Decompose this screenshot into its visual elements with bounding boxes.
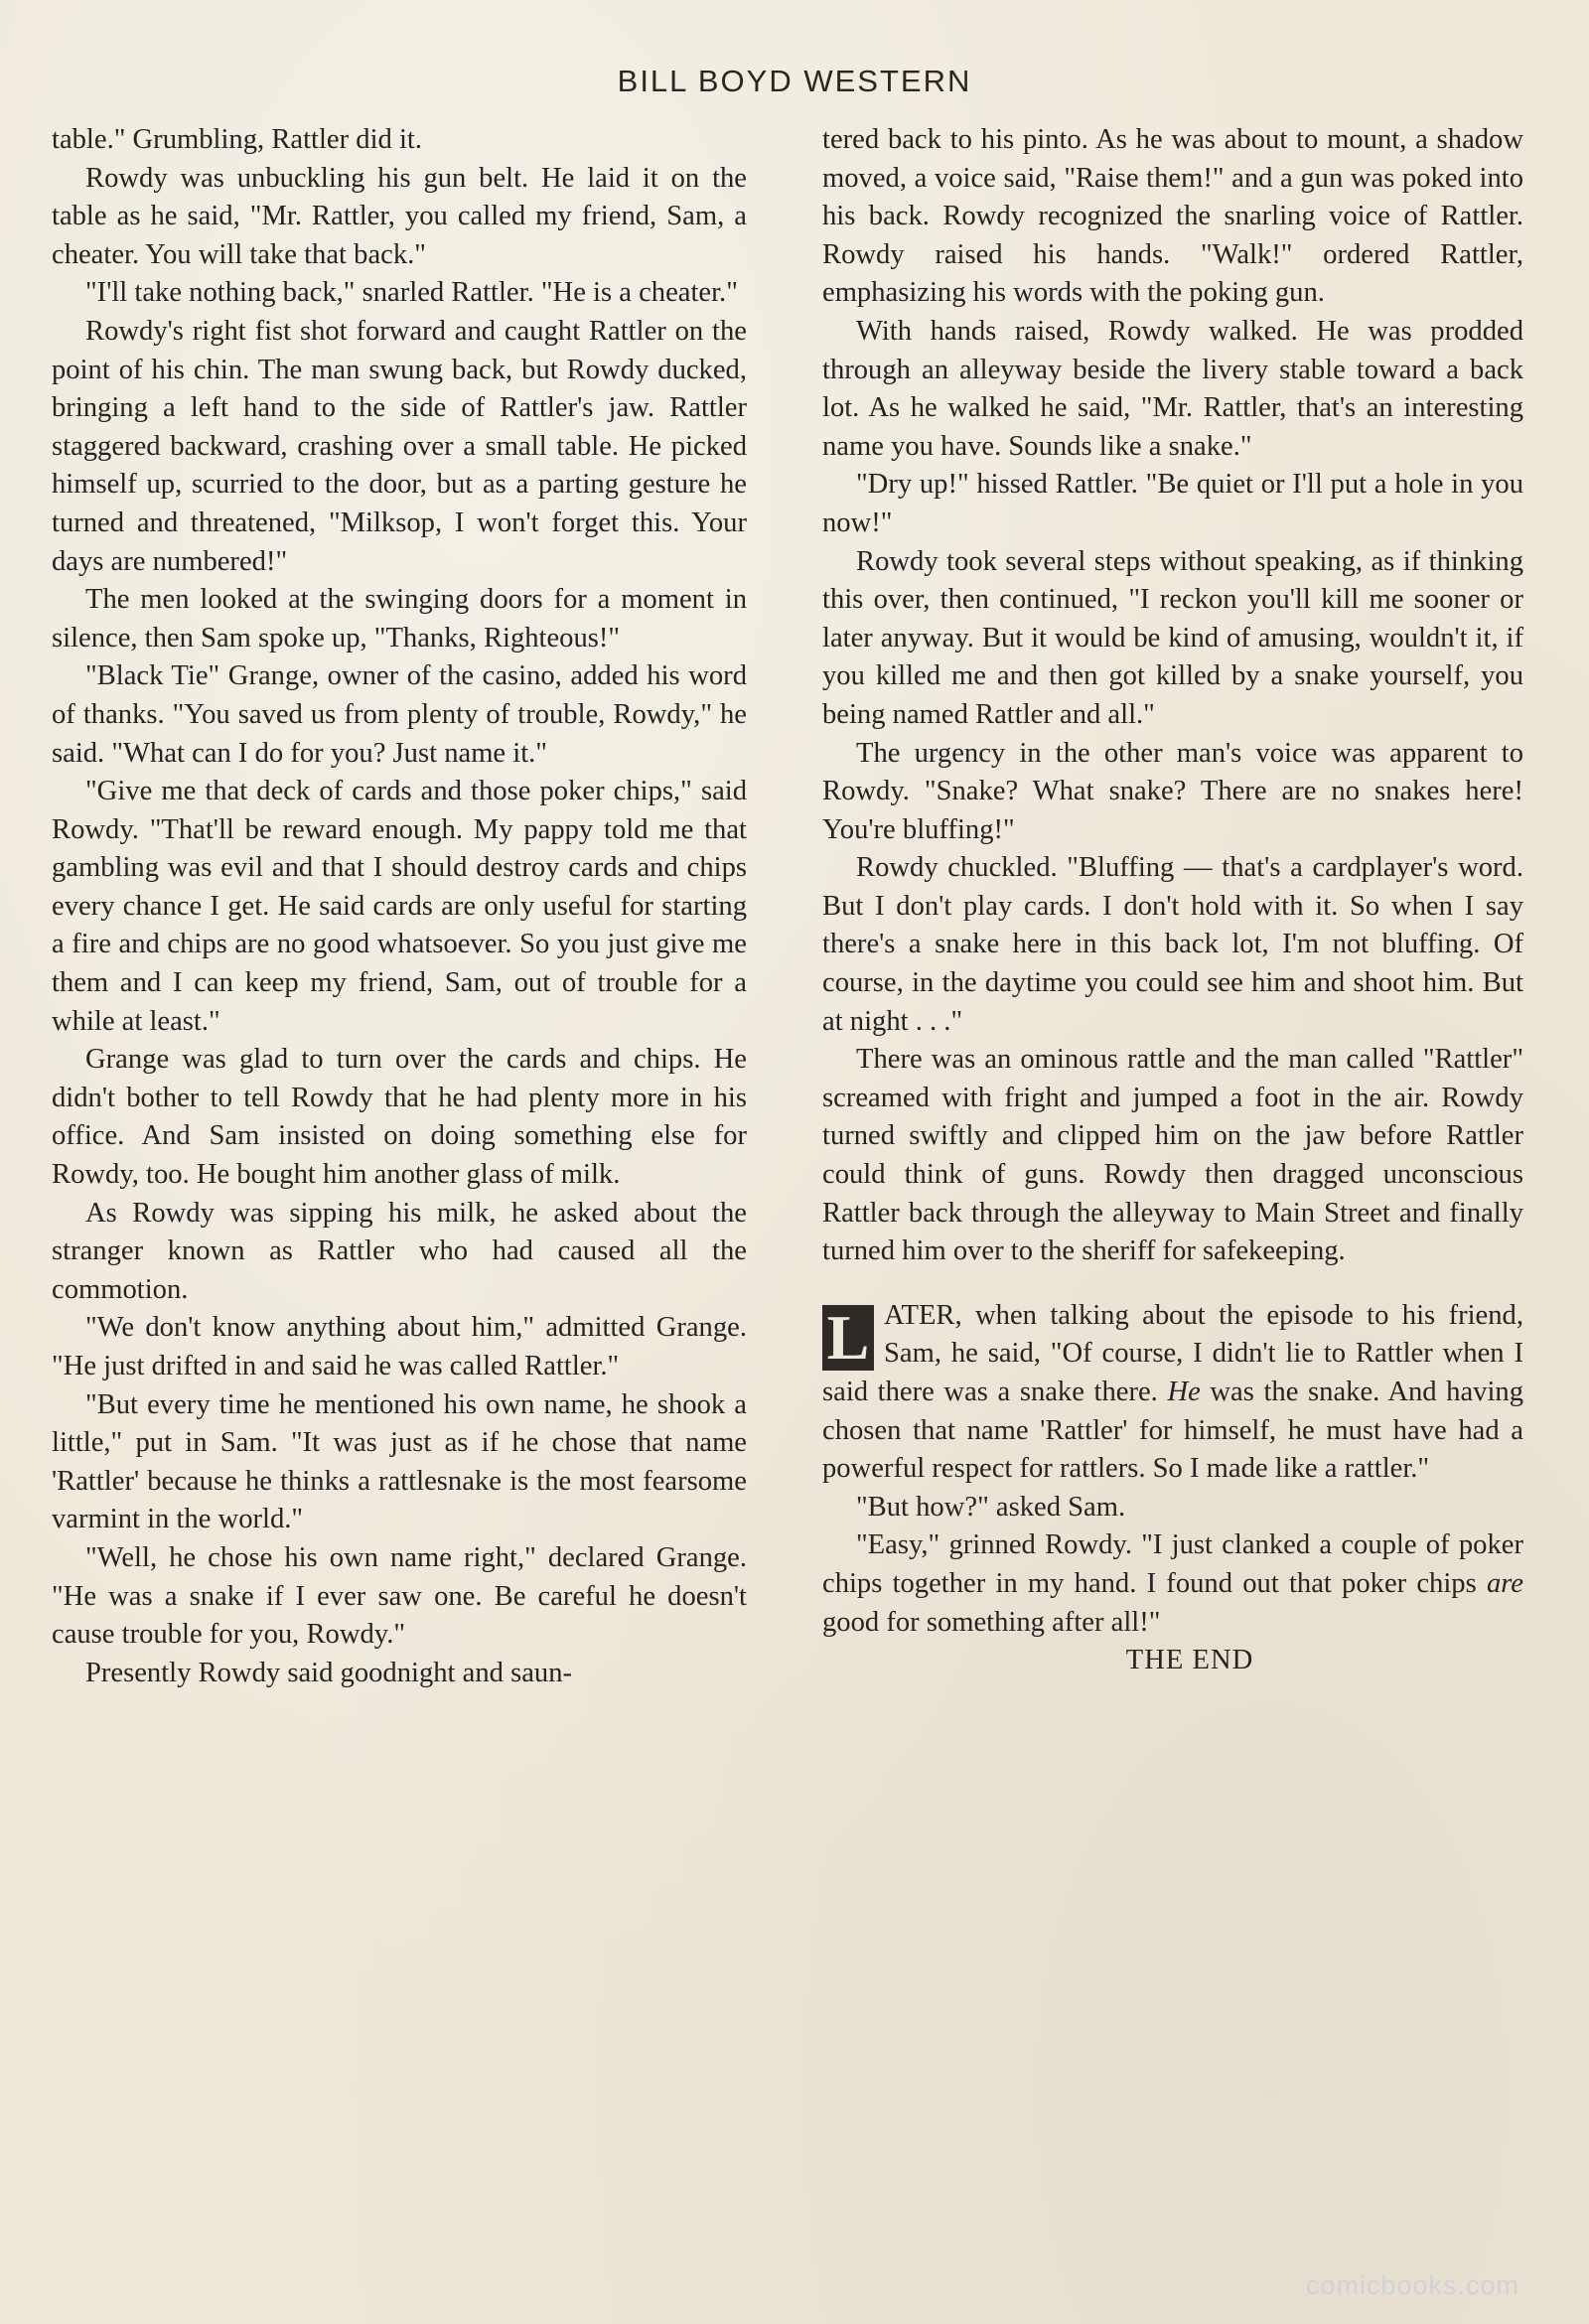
story-paragraph [822,1526,1523,1642]
easy-emphasis: are [1486,1567,1523,1599]
story-paragraph: table." Grumbling, Rattler did it. [52,124,423,155]
story-paragraph: "Give me that deck of cards and those poker chips," said Rowdy. "That'll be reward enough. My pappy told me that gambling was evil and that I should destroy cards and chips every chance I get. He said cards are only useful for starting a fire and chips are no good whatsoever. So you just give me them and I can keep my friend, Sam, out of trouble for a while at least." [52,776,747,1037]
epilogue-paragraph [822,1297,1523,1489]
story-paragraph: Grange was glad to turn over the cards and chips. He didn't bother to tell Rowdy that he had plenty more in his office. And Sam insisted on doing something else for Rowdy, too. He bought him another glass of milk. [52,1044,747,1191]
page-header: BILL BOYD WESTERN [617,64,972,98]
epilogue-section [822,1297,1523,1489]
story-paragraph: With hands raised, Rowdy walked. He was prodded through an alleyway beside the livery stable toward a back lot. As he walked he said, "Mr. Rattler, that's an interesting name you have. Sounds like a snake." [822,315,1523,462]
story-paragraph: Rowdy chuckled. "Bluffing — that's a cardplayer's word. But I don't play cards. I don't hold with it. So when I say there's a snake here in this back lot, I'm not bluffing. Of course, in the daytime you could see him and shoot him. But at night . . ." [822,852,1523,1037]
story-paragraph: There was an ominous rattle and the man called "Rattler" screamed with fright and jumped a foot in the air. Rowdy turned swiftly and clipped him on the jaw before Rattler could think of guns. Rowdy then dragged unconscious Rattler back through the alleyway to Main Street and finally turned him over to the sheriff for safekeeping. [822,1044,1523,1267]
story-paragraph: The men looked at the swinging doors for a moment in silence, then Sam spoke up, "Thanks, Righteous!" [52,584,747,654]
epilogue-emphasis: He [1167,1377,1201,1407]
story-paragraph: "Black Tie" Grange, owner of the casino, added his word of thanks. "You saved us from plenty of trouble, Rowdy," he said. "What can I do for you? Just name it." [52,660,747,769]
story-paragraph: "I'll take nothing back," snarled Rattler. "He is a cheater." [85,277,738,309]
easy-text-part: "Easy," grinned Rowdy. "I just clanked a couple of poker chips together in my hand. I found out that poker chips [822,1529,1523,1599]
site-watermark: comicbooks.com [1305,2270,1519,2300]
story-paragraph: "Dry up!" hissed Rattler. "Be quiet or I'll put a hole in you now!" [822,469,1523,538]
story-paragraph: "Well, he chose his own name right," declared Grange. "He was a snake if I ever saw one. Be careful he doesn't cause trouble for you, Rowdy." [52,1541,747,1651]
right-text-column [822,121,1523,1680]
story-paragraph: "But how?" asked Sam. [856,1491,1126,1523]
story-paragraph: Rowdy was unbuckling his gun belt. He laid it on the table as he said, "Mr. Rattler, you called my friend, Sam, a cheater. You will take that back." [52,162,747,270]
story-paragraph: As Rowdy was sipping his milk, he asked about the stranger known as Rattler who had caused all the commotion. [52,1197,747,1305]
story-paragraph: "But every time he mentioned his own name, he shook a little," put in Sam. "It was just as if he chose that name 'Rattler' because he thinks a rattlesnake is the most fearsome varmint in the world." [52,1388,747,1535]
story-paragraph: tered back to his pinto. As he was about to mount, a shadow moved, a voice said, "Raise them!" and a gun was poked into his back. Rowdy recognized the snarling voice of Rattler. Rowdy raised his hands. "Walk!" ordered Rattler, emphasizing his words with the poking gun. [822,124,1523,309]
epilogue-text-part: was the snake. And having chosen that name 'Rattler' for himself, he must have had a powerful respect for rattlers. So I made like a rattler." [822,1377,1524,1485]
the-end-label: THE END [1125,1645,1254,1676]
story-paragraph: "We don't know anything about him," admitted Grange. "He just drifted in and said he was called Rattler." [52,1312,747,1381]
easy-text-part: good for something after all!" [822,1606,1161,1638]
story-paragraph: Rowdy's right fist shot forward and caught Rattler on the point of his chin. The man swung back, but Rowdy ducked, bringing a left hand to the side of Rattler's jaw. Rattler staggered backward, crashing over a small table. He picked himself up, scurried to the door, but as a parting gesture he turned and threatened, "Milksop, I won't forget this. Your days are numbered!" [52,315,747,577]
story-paragraph: Rowdy took several steps without speaking, as if thinking this over, then continued, "I reckon you'll kill me sooner or later anyway. But it would be kind of amusing, wouldn't it, if you killed me and then got killed by a snake yourself, you being named Rattler and all." [822,545,1523,730]
left-text-column [52,121,747,1692]
drop-cap-letter: L [822,1305,874,1371]
story-paragraph: Presently Rowdy said goodnight and saun- [85,1657,573,1688]
epilogue-text-part: ATER, when talking about the episode to his friend, Sam, he said, "Of course, I didn't lie to Rattler when I said there was a snake there. [822,1299,1523,1407]
story-paragraph: The urgency in the other man's voice was apparent to Rowdy. "Snake? What snake? There are no snakes here! You're bluffing!" [822,737,1523,845]
